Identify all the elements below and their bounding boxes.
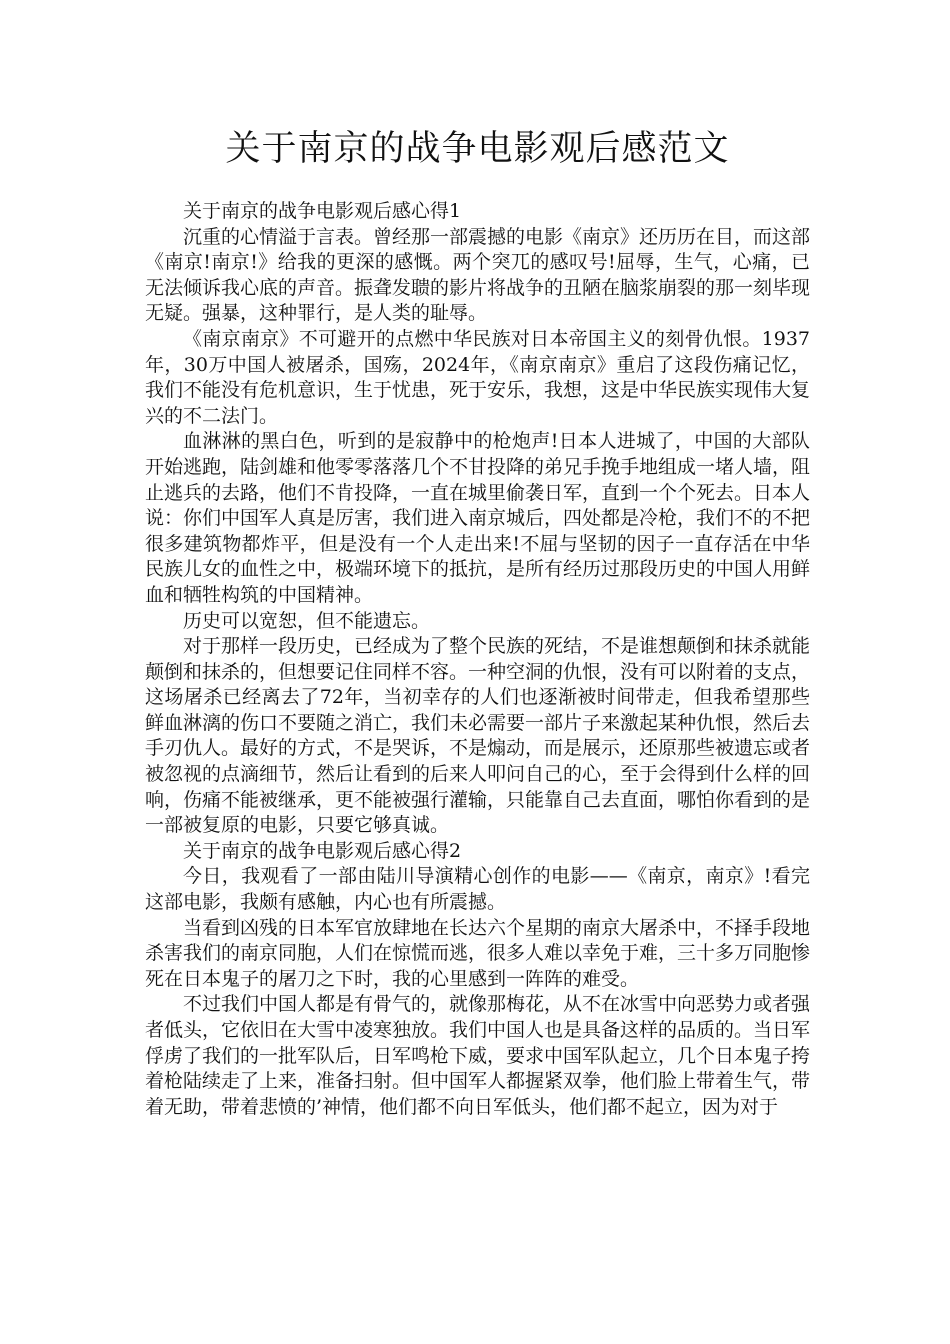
subheading-2: 关于南京的战争电影观后感心得2	[183, 839, 462, 862]
paragraph: 不过我们中国人都是有骨气的，就像那梅花，从不在冰雪中向恶势力或者强者低头，它依旧在大雪中凌寒独放。我们中国人也是具备这样的品质的。当日军俘虏了我们的一批军队后，日军鸣枪下威，要求中国军队起立，几个日本鬼子挎着枪陆续走了上来，准备扫射。但中国军人都握紧双拳，他们脸上带着生气，带着无助，带着悲愤的’神情，他们都不向日军低头，他们都不起立，因为对于	[145, 993, 811, 1118]
paragraph: 沉重的心情溢于言表。曾经那一部震撼的电影《南京》还历历在目，而这部《南京!南京!》给我的更深的感慨。两个突兀的感叹号!屈辱，生气，心痛，已无法倾诉我心底的声音。振聋发聩的影片将战争的丑陋在脑浆崩裂的那一刻毕现无疑。强暴，这种罪行，是人类的耻辱。	[145, 225, 811, 325]
document-title: 关于南京的战争电影观后感范文	[225, 129, 730, 169]
paragraph: 血淋淋的黑白色，听到的是寂静中的枪炮声!日本人进城了，中国的大部队开始逃跑，陆剑雄和他零零落落几个不甘投降的弟兄手挽手地组成一堵人墙，阻止逃兵的去路，他们不肯投降，一直在城里偷袭日军，直到一个个死去。日本人说：你们中国军人真是厉害，我们进入南京城后，四处都是冷枪，我们不的不把很多建筑物都炸平，但是没有一个人走出来!不屈与坚韧的因子一直存活在中华民族儿女的血性之中，极端环境下的抵抗，是所有经历过那段历史的中国人用鲜血和牺牲构筑的中国精神。	[145, 430, 811, 606]
document-body	[145, 199, 810, 1120]
paragraph: 历史可以宽恕，但不能遗忘。	[183, 609, 431, 632]
subheading-1: 关于南京的战争电影观后感心得1	[183, 200, 462, 222]
paragraph: 《南京南京》不可避开的点燃中华民族对日本帝国主义的刻骨仇恨。1937年，30万中国人被屠杀，国殇，2024年，《南京南京》重启了这段伤痛记忆，我们不能没有危机意识，生于忧患，死于安乐，我想，这是中华民族实现伟大复兴的不二法门。	[145, 327, 811, 427]
paragraph: 当看到凶残的日本军官放肆地在长达六个星期的南京大屠杀中，不择手段地杀害我们的南京同胞，人们在惊慌而逃，很多人难以幸免于难，三十多万同胞惨死在日本鬼子的屠刀之下时，我的心里感到一阵阵的难受。	[145, 916, 811, 990]
paragraph: 今日，我观看了一部由陆川导演精心创作的电影——《南京，南京》!看完这部电影，我颇有感触，内心也有所震撼。	[145, 865, 810, 914]
document-page	[145, 125, 810, 1120]
paragraph: 对于那样一段历史，已经成为了整个民族的死结，不是谁想颠倒和抹杀就能颠倒和抹杀的，但想要记住同样不容。一种空洞的仇恨，没有可以附着的支点，这场屠杀已经离去了72年，当初幸存的人们也逐渐被时间带走，但我希望那些鲜血淋漓的伤口不要随之消亡，我们未必需要一部片子来激起某种仇恨，然后去手刃仇人。最好的方式，不是哭诉，不是煽动，而是展示，还原那些被遗忘或者被忽视的点滴细节，然后让看到的后来人叩问自己的心，至于会得到什么样的回响，伤痛不能被继承，更不能被强行灌输，只能靠自己去直面，哪怕你看到的是一部被复原的电影，只要它够真诚。	[145, 635, 811, 837]
